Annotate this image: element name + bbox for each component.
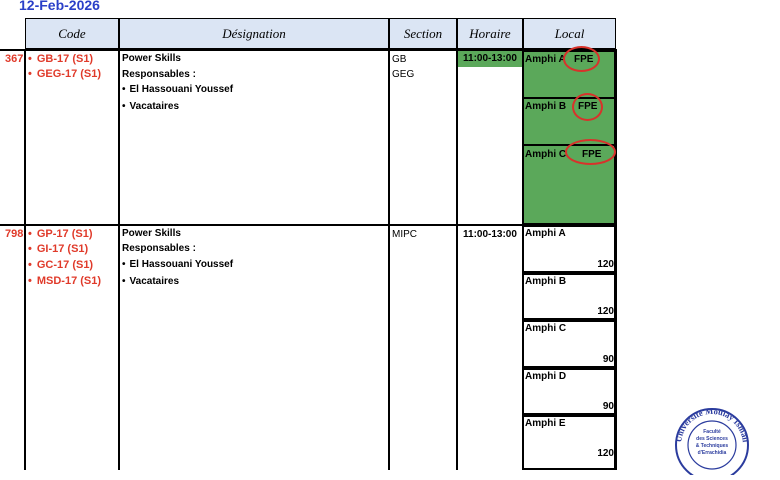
- responsable-name: • El Hassouani Youssef: [122, 259, 233, 270]
- program-code: • GP-17 (S1): [28, 228, 93, 240]
- program-code: • MSD-17 (S1): [28, 275, 101, 287]
- header-horaire: Horaire: [457, 18, 523, 49]
- course-title: Power Skills: [122, 228, 181, 239]
- responsable-name: • El Hassouani Youssef: [122, 84, 233, 95]
- room-name: Amphi B: [525, 276, 567, 287]
- program-code: • GI-17 (S1): [28, 243, 88, 255]
- highlight-circle: [565, 139, 616, 165]
- stamp-line: d'Errachidia: [697, 450, 727, 456]
- room-name: Amphi E: [525, 418, 566, 429]
- header-designation: Désignation: [119, 18, 389, 49]
- section-code: GB: [392, 54, 407, 65]
- room-capacity: 120: [597, 306, 614, 317]
- header-section: Section: [389, 18, 457, 49]
- responsable-name: • Vacataires: [122, 276, 179, 287]
- highlight-circle: [572, 93, 603, 121]
- exam-date: 12-Feb-2026: [19, 0, 100, 13]
- room-name: Amphi C: [525, 149, 567, 160]
- row-number: 367: [5, 53, 24, 65]
- stamp-university-name: Université Moulay Ismaïl: [673, 405, 751, 443]
- grid-line: [456, 49, 458, 470]
- room-tag: FPE: [582, 149, 602, 160]
- row-number: 798: [5, 228, 24, 240]
- header-code: Code: [25, 18, 119, 49]
- room-name: Amphi D: [525, 371, 567, 382]
- stamp-line: & Techniques: [695, 443, 729, 449]
- university-stamp: [672, 405, 752, 475]
- stamp-line: Faculté: [703, 429, 721, 435]
- grid-line: [388, 49, 390, 470]
- program-code: • GC-17 (S1): [28, 259, 93, 271]
- room-name: Amphi C: [525, 323, 567, 334]
- course-title: Power Skills: [122, 53, 181, 64]
- room-name: Amphi A: [525, 228, 566, 239]
- room-capacity: 120: [597, 259, 614, 270]
- highlight-circle: [563, 46, 600, 72]
- responsable-name: • Vacataires: [122, 101, 179, 112]
- responsables-label: Responsables :: [122, 243, 196, 254]
- section-code: GEG: [392, 69, 415, 80]
- header-local: Local: [523, 18, 616, 49]
- stamp-seal-icon: [672, 405, 752, 475]
- room-capacity: 90: [602, 401, 614, 412]
- program-code: • GEG-17 (S1): [28, 68, 101, 80]
- time-slot: 11:00-13:00: [463, 229, 517, 240]
- program-code: • GB-17 (S1): [28, 53, 93, 65]
- room-tag: FPE: [578, 101, 598, 112]
- section-code: MIPC: [392, 229, 417, 240]
- stamp-line: des Sciences: [696, 436, 728, 442]
- room-tag: FPE: [574, 54, 594, 65]
- room-name: Amphi B: [525, 101, 567, 112]
- room-name: Amphi A: [525, 54, 566, 65]
- time-slot: 11:00-13:00: [463, 53, 517, 64]
- room-capacity: 90: [602, 354, 614, 365]
- responsables-label: Responsables :: [122, 69, 196, 80]
- room-capacity: 120: [597, 448, 614, 459]
- grid-line: [118, 49, 120, 470]
- grid-line: [24, 49, 26, 470]
